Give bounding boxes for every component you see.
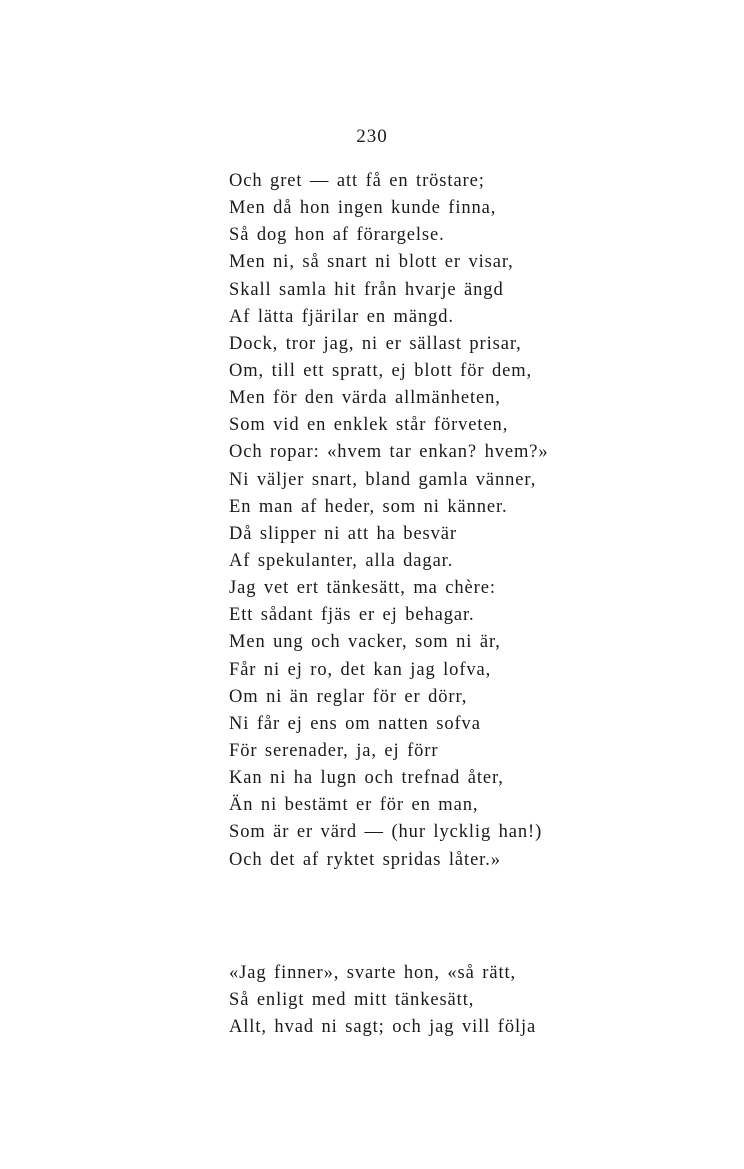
verse-line: Om ni än reglar för er dörr, (229, 686, 468, 707)
verse-line: Då slipper ni att ha besvär (229, 523, 457, 544)
verse-line: Kan ni ha lugn och trefnad åter, (229, 768, 504, 789)
verse-line: Ett sådant fjäs er ej behagar. (229, 605, 475, 626)
verse-line: Som är er värd — (hur lycklig han!) (229, 822, 543, 843)
verse-line: En man af heder, som ni känner. (229, 496, 508, 517)
verse-line: Jag vet ert tänkesätt, ma chère: (229, 578, 496, 599)
verse-line: Och gret — att få en tröstare; (229, 171, 485, 191)
verse-line: Men ni, så snart ni blott er visar, (229, 252, 514, 273)
verse-line: Så dog hon af förargelse. (229, 225, 445, 246)
verse-line: Af spekulanter, alla dagar. (229, 550, 454, 571)
verse-line: Än ni bestämt er för en man, (229, 795, 479, 816)
verse-line: Som vid en enklek står förveten, (229, 415, 509, 436)
poem-stanza (229, 960, 589, 1041)
verse-line: Men för den värda allmänheten, (229, 388, 501, 409)
verse-line: Och ropar: «hvem tar enkan? hvem?» (229, 442, 549, 463)
verse-line: Ni väljer snart, bland gamla vänner, (229, 469, 537, 490)
verse-line: Dock, tror jag, ni er sällast prisar, (229, 333, 522, 354)
verse-line: Så enligt med mitt tänkesätt, (229, 990, 475, 1011)
verse-line: För serenader, ja, ej förr (229, 740, 439, 761)
verse-line: Af lätta fjärilar en mängd. (229, 306, 454, 327)
verse-line: Och det af ryktet spridas låter.» (229, 849, 501, 870)
verse-line: Får ni ej ro, det kan jag lofva, (229, 659, 492, 680)
verse-line: Men ung och vacker, som ni är, (229, 632, 501, 653)
page-number: 230 (356, 126, 388, 147)
verse-line: Om, till ett spratt, ej blott för dem, (229, 360, 533, 381)
verse-line: Ni får ej ens om natten sofva (229, 713, 481, 734)
verse-line: «Jag finner», svarte hon, «så rätt, (229, 963, 517, 983)
verse-line: Allt, hvad ni sagt; och jag vill följa (229, 1017, 537, 1038)
verse-line: Skall samla hit från hvarje ängd (229, 279, 504, 300)
verse-line: Men då hon ingen kunde finna, (229, 198, 497, 219)
poem-stanza (229, 168, 589, 874)
